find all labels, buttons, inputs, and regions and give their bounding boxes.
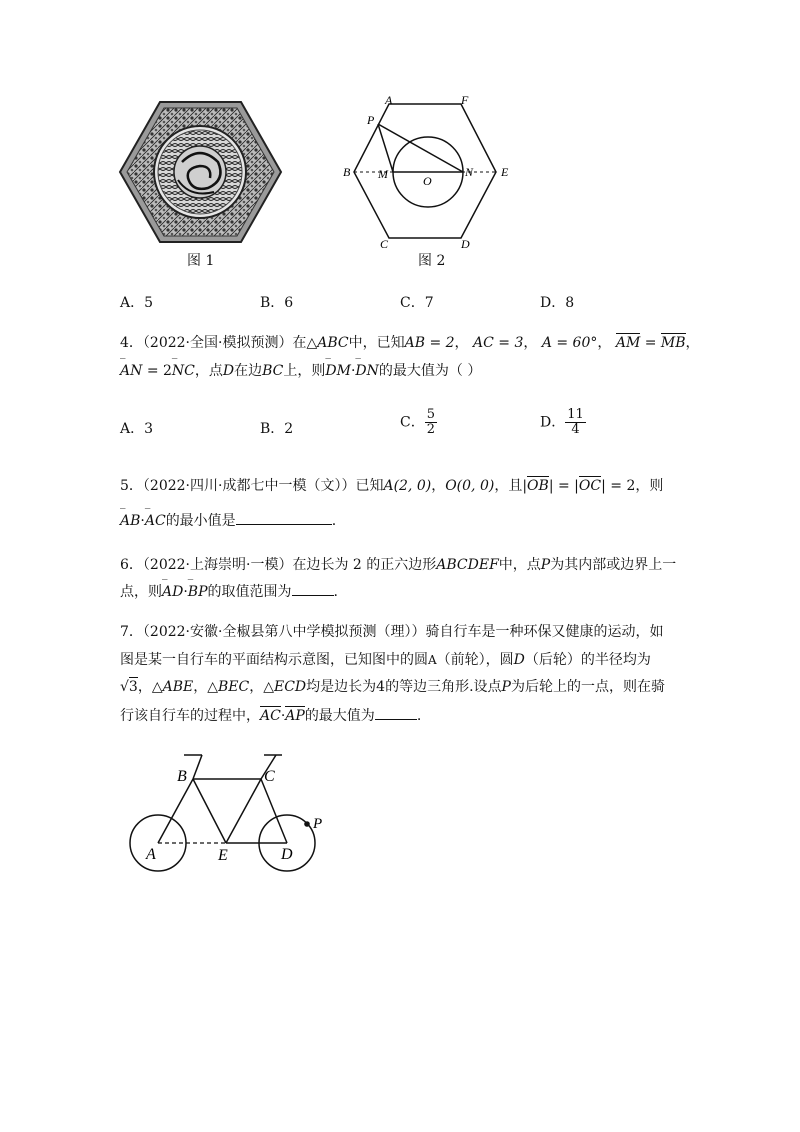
bicycle-diagram <box>118 745 348 875</box>
fig2-label-o: O <box>423 174 432 188</box>
q3-option-c[interactable]: C．7 <box>400 295 434 311</box>
bike-label-a: A <box>146 846 156 863</box>
q7-answer-blank[interactable] <box>375 707 417 720</box>
q5-answer-blank[interactable] <box>236 512 332 525</box>
q7-line-3: √3，△ABE，△BEC，△ECD均是边长为4的等边三角形.设点P为后轮上的一点，则在骑 <box>120 679 665 695</box>
q7-line-1: 7．（2022·安徽·全椒县第八中学模拟预测（理））骑自行车是一种环保又健康的运动，如 <box>120 624 664 640</box>
fig2-label-d: D <box>461 237 470 250</box>
q3-option-d[interactable]: D．8 <box>540 295 575 311</box>
fig2-label-b: B <box>343 165 351 179</box>
q4-option-b[interactable]: B．2 <box>260 421 294 437</box>
q5-line-2: ‾ AB·‾ AC的最小值是 . <box>120 511 336 531</box>
q6-answer-blank[interactable] <box>292 583 334 596</box>
figure-1-ornate-hexagon <box>118 100 283 245</box>
fig2-label-c: C <box>380 237 389 250</box>
figure-1-caption: 图 1 <box>187 253 215 269</box>
fig2-label-f: F <box>461 93 469 107</box>
bike-label-p: P <box>313 816 323 832</box>
q6-line-2: 点，则‾ AD·‾ BP的取值范围为 . <box>120 582 338 602</box>
figure-2-hexagon-diagram <box>340 92 520 250</box>
fig2-label-m: M <box>378 167 388 181</box>
bike-label-c: C <box>264 768 275 785</box>
q3-option-a[interactable]: A．5 <box>120 295 154 311</box>
q4-line-2: ‾ AN = 2‾ NC，点D在边BC上，则‾ DM·‾ DN的最大值为（ ） <box>120 361 481 381</box>
bike-label-e: E <box>218 847 228 864</box>
q7-line-2: 图是某一自行车的平面结构示意图，已知图中的圆A（前轮），圆D（后轮）的半径均为 <box>120 652 651 668</box>
figure-2-caption: 图 2 <box>418 253 446 269</box>
fig2-label-p: P <box>367 113 375 127</box>
fig2-label-a: A <box>385 93 393 107</box>
q4-option-c[interactable]: C． $\frac{5}{2}$ <box>400 407 435 437</box>
bike-label-d: D <box>281 846 293 863</box>
q5-line-1: 5．（2022·四川·成都七中一模（文））已知A(2, 0)，O(0, 0)，且|OB| = |OC| = 2，则 <box>120 478 664 494</box>
q7-line-4: 行该自行车的过程中，AC·AP的最大值为 . <box>120 708 422 724</box>
bike-label-b: B <box>177 768 187 785</box>
q4-option-d[interactable]: D． $\frac{11}{4}$ <box>540 407 584 437</box>
fig2-label-e: E <box>501 165 509 179</box>
q4-option-a[interactable]: A．3 <box>120 421 154 437</box>
q6-line-1: 6．（2022·上海崇明·一模）在边长为 2 的正六边形ABCDEF中，点P为其内部或边界上一 <box>120 557 677 573</box>
q4-line-1: 4．（2022·全国·模拟预测）在△ABC中，已知AB = 2， AC = 3， A = 60°， AM = MB， <box>120 335 700 351</box>
q3-option-b[interactable]: B．6 <box>260 295 294 311</box>
fig2-label-n: N <box>465 165 474 179</box>
